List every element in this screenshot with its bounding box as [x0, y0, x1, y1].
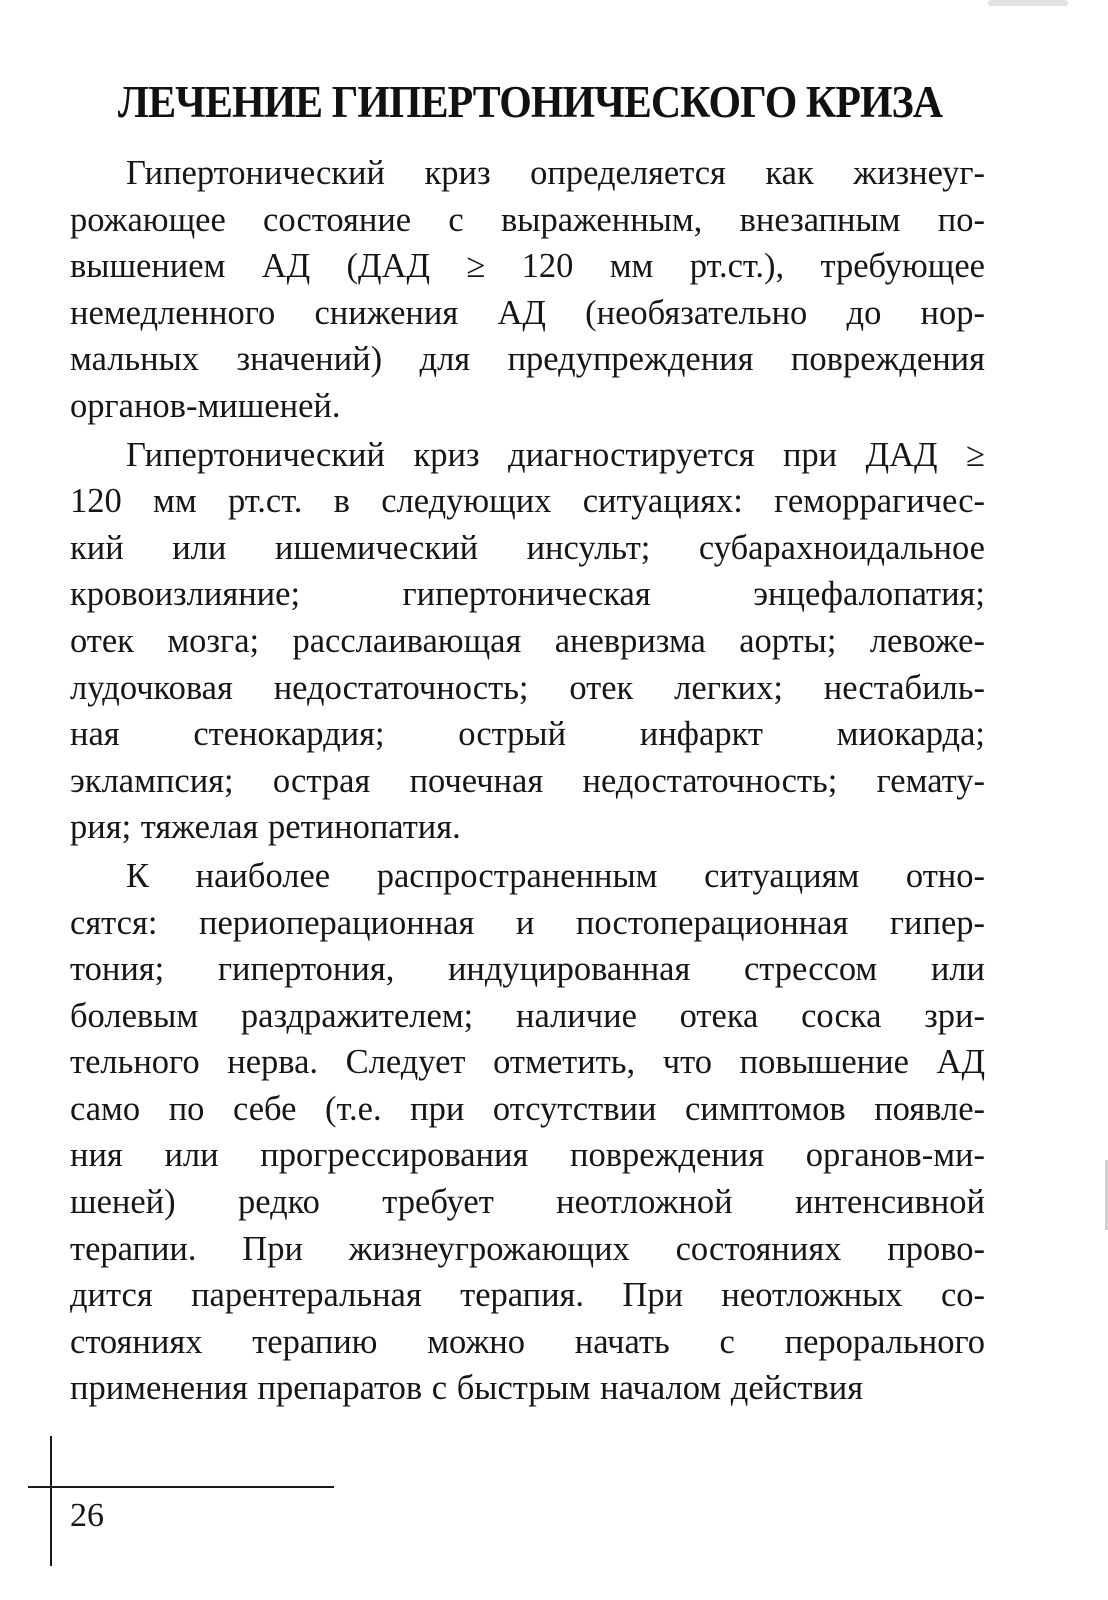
text-line: вышением АД (ДАД ≥ 120 мм рт.ст.), требующее — [70, 247, 985, 286]
text-line: 120 мм рт.ст. в следующих ситуациях: геморрагичес- — [70, 482, 985, 521]
text-line: применения препаратов с быстрым началом действия — [70, 1369, 864, 1408]
crop-mark-vertical — [50, 1436, 52, 1566]
text-line: тония; гипертония, индуцированная стрессом или — [70, 950, 985, 989]
text-line: эклампсия; острая почечная недостаточность; гемату- — [70, 761, 985, 800]
text-line: болевым раздражителем; наличие отека соска зри- — [70, 996, 985, 1035]
text-line: К наиболее распространенным ситуациям отно- — [126, 856, 985, 895]
text-line: стояниях терапию можно начать с перорального — [70, 1322, 985, 1361]
text-line: кий или ишемический инсульт; субарахноидальное — [70, 528, 985, 567]
text-line: рия; тяжелая ретинопатия. — [70, 808, 461, 847]
text-line: терапии. При жизнеугрожающих состояниях прово- — [70, 1229, 985, 1268]
text-line: тельного нерва. Следует отметить, что повышение АД — [70, 1043, 985, 1082]
text-line: сятся: периоперационная и постоперационная гипер- — [70, 903, 985, 942]
text-line: ная стенокардия; острый инфаркт миокарда; — [70, 715, 985, 754]
section-heading: ЛЕЧЕНИЕ ГИПЕРТОНИЧЕСКОГО КРИЗА — [117, 77, 943, 127]
body-text — [70, 150, 985, 1414]
text-line: Гипертонический криз диагностируется при ДАД ≥ — [126, 435, 985, 474]
text-line: само по себе (т.е. при отсутствии симптомов появле- — [70, 1089, 985, 1128]
paragraph-1 — [70, 150, 985, 430]
text-line: Гипертонический криз определяется как жизнеуг- — [126, 154, 985, 192]
text-line: органов-мишеней. — [70, 386, 341, 425]
text-line: мальных значений) для предупреждения повреждения — [70, 340, 985, 379]
paragraph-3 — [70, 853, 985, 1412]
text-line: отек мозга; расслаивающая аневризма аорты; левоже- — [70, 621, 985, 660]
text-line: рожающее состояние с выраженным, внезапным по- — [70, 200, 985, 239]
text-line: лудочковая недостаточность; отек легких; нестабиль- — [70, 668, 985, 707]
text-line: кровоизлияние; гипертоническая энцефалопатия; — [70, 575, 985, 614]
crop-mark-horizontal — [28, 1486, 334, 1488]
paragraph-2 — [70, 432, 985, 851]
text-line: ния или прогрессирования повреждения органов-ми- — [70, 1136, 985, 1175]
text-line: немедленного снижения АД (необязательно до нор- — [70, 293, 985, 332]
text-line: дится парентеральная терапия. При неотложных со- — [70, 1276, 985, 1315]
text-line: шеней) редко требует неотложной интенсивной — [70, 1183, 985, 1222]
page-number: 26 — [70, 1497, 104, 1534]
scan-artifact — [988, 0, 1068, 6]
